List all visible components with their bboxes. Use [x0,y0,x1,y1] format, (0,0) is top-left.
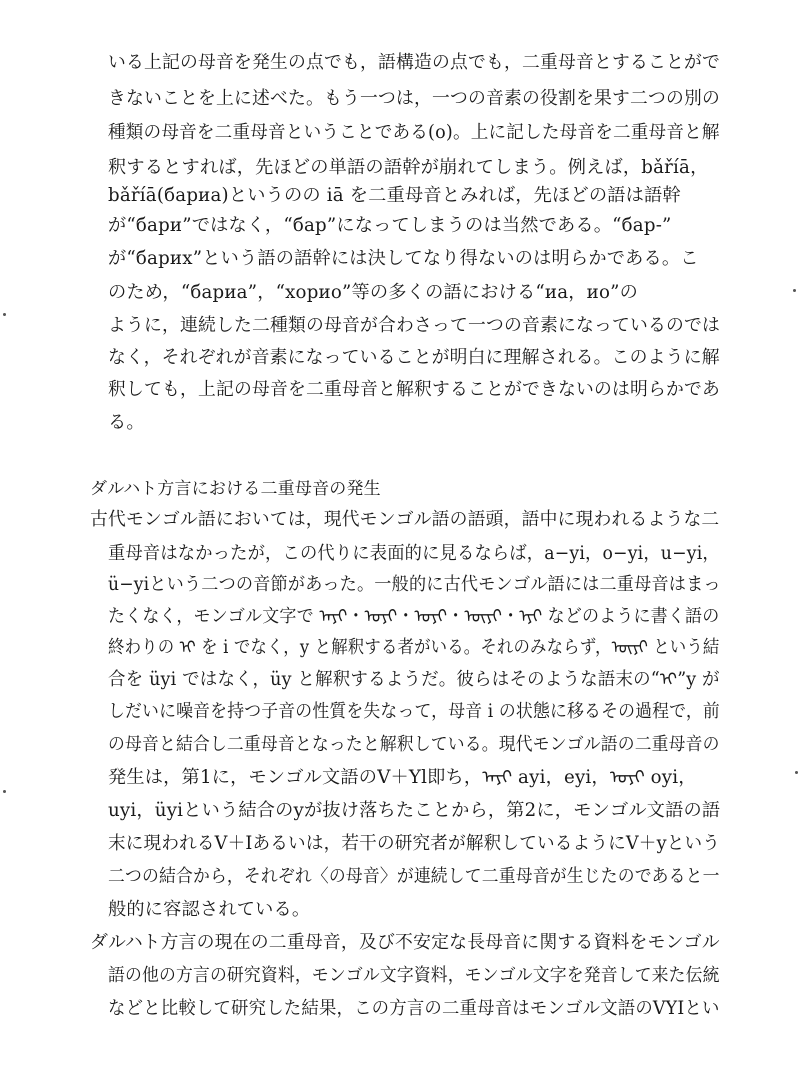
text-line: 発生は，第1に，モンゴル文語のV＋Yl即ち，ᠠᠶᠢ ayi，eyi，ᠣᠶᠢ oyi， [108,767,697,788]
text-line: uyi，üyiという結合のyが抜け落ちたことから，第2に，モンゴル文語の語 [108,800,721,821]
scan-speck [3,790,6,793]
text-line: 二つの結合から，それぞれ〈の母音〉が連続して二重母音が生じたのであると一 [108,866,720,887]
text-line: なく，それぞれが音素になっていることが明白に理解される。このように解 [108,347,720,368]
text-line: が“бари”ではなく，“бар”になってしまうのは当然である。“бар-” [108,215,672,236]
text-line: が“барих”という語の語幹には決してなり得ないのは明らかである。こ [108,248,699,269]
text-line: のため，“бариа”，“хорио”等の多くの語における“иа，ио”の [108,282,639,303]
scan-speck [793,289,796,292]
scan-speck [3,313,6,316]
text-line: 般的に容認されている。 [108,899,311,920]
text-line: 釈しても，上記の母音を二重母音と解釈することができないのは明らかであ [108,379,721,400]
text-line: いる上記の母音を発生の点でも，語構造の点でも，二重母音とすることがで [108,52,721,73]
text-line: 末に現われるV＋Iあるいは，若干の研究者が解釈しているようにV＋yという [108,833,721,854]
text-line: ダルハト方言の現在の二重母音，及び不安定な長母音に関する資料をモンゴル [90,932,720,953]
text-line: ように，連続した二種類の母音が合わさって一つの音素になっているのでは [108,315,721,336]
text-line: 種類の母音を二重母音ということである(o)。上に記した母音を二重母音と解 [108,122,720,143]
section-heading: ダルハト方言における二重母音の発生 [90,479,381,499]
text-line: bǎříā(бариа)というのの iā を二重母音とみれば，先ほどの語は語幹 [108,185,681,206]
text-line: 古代モンゴル語においては，現代モンゴル語の語頭，語中に現われるような二 [90,509,720,530]
text-line: たくなく，モンゴル文字で ᠠᠶᠢ・ᠣᠶᠢ・ᠤᠶᠢ・ᠦᠶᠢ・ᠡᠶᠢ などのように書く語の [108,606,720,627]
text-line: 重母音はなかったが，この代りに表面的に見るならば，a−yi，o−yi，u−yi， [108,543,720,564]
text-line: の母音と結合し二重母音となったと解釈している。現代モンゴル語の二重母音の [108,734,720,755]
scan-speck [795,771,798,774]
text-line: 語の他の方言の研究資料，モンゴル文字資料，モンゴル文字を発音して来た伝統 [108,965,720,986]
text-line: る。 [108,412,145,433]
text-line: しだいに噪音を持つ子音の性質を失なって，母音 i の状態に移るその過程で，前 [108,701,720,722]
text-line: ü−yiという二つの音節があった。一般的に古代モンゴル語には二重母音はまっ [108,574,721,595]
text-line: 釈するとすれば，先ほどの単語の語幹が崩れてしまう。例えば，bǎříā， [108,157,709,178]
text-line: などと比較して研究した結果，この方言の二重母音はモンゴル文語のVYIとい [108,998,720,1019]
text-line: きないことを上に述べた。もう一つは，一つの音素の役割を果す二つの別の [108,88,721,109]
text-line: 合を üyi ではなく，üy と解釈するようだ。彼らはそのような語末の“ᠢ”y が [108,669,720,690]
text-line: 終わりの ᠢ を i でなく，y と解釈する者がいる。それのみならず，ᠦᠶᠢ という結 [108,637,720,658]
